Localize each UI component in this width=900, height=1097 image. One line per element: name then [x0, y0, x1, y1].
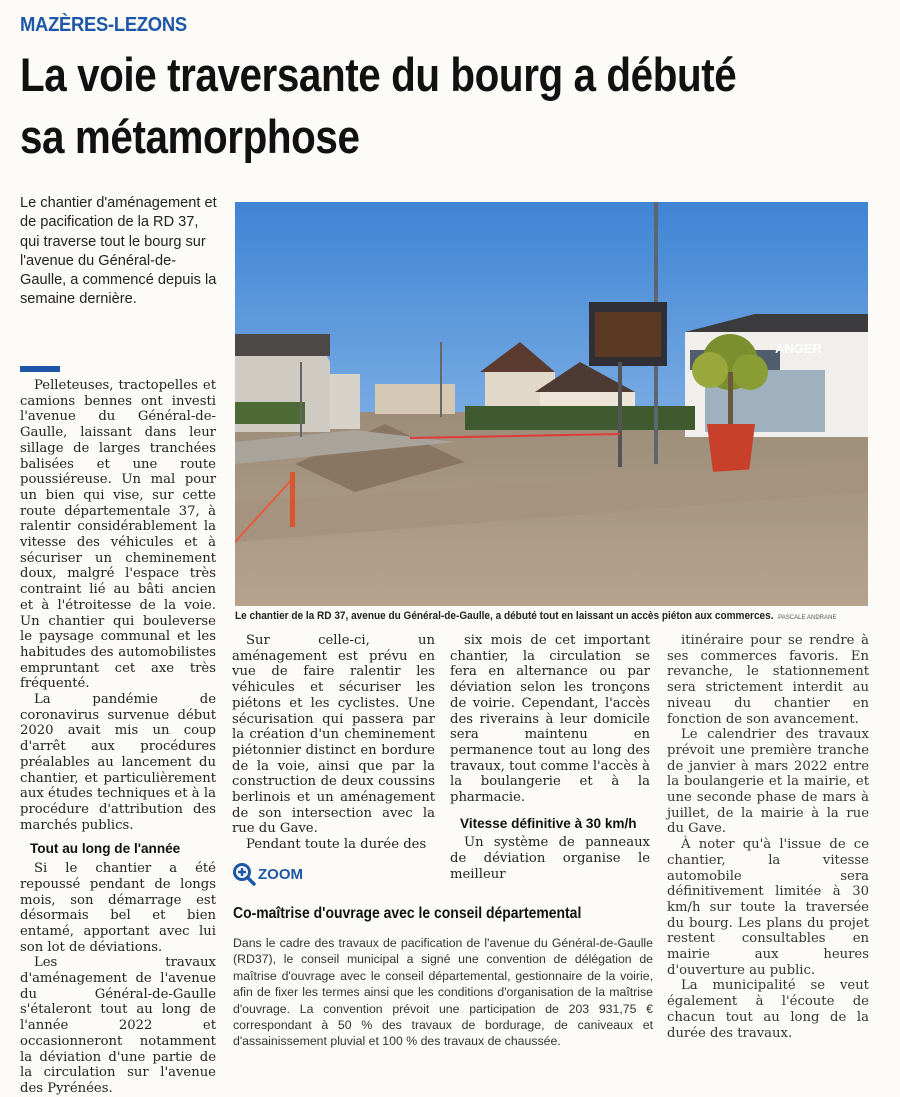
- paragraph: Pelleteuses, tractopelles et camions bennes ont investi l'avenue du Général-de-Gaulle, laissant dans leur sillage de larges tranchées balisées et une route poussiéreuse. Un mal pour un bien qui vise, sur cette route départementale 37, à ralentir considérablement la vitesse des véhicules et à sécuriser un cheminement doux, malgré l'espace très contraint lié au bâti ancien et à l'étroitesse de la voie. Un chantier qui bouleverse le paysage communal et les habitudes des automobilistes empruntant cet axe très fréquenté.: [20, 378, 216, 692]
- magnifier-plus-icon: [232, 862, 256, 886]
- lead-paragraph: Le chantier d'aménagement et de pacification de la RD 37, qui traverse tout le bourg sur l'avenue du Général-de-Gaulle, a commencé depuis la semaine dernière.: [20, 195, 217, 308]
- kicker: MAZÈRES-LEZONS: [20, 14, 187, 36]
- zoom-title: Co-maîtrise d'ouvrage avec le conseil départemental: [233, 905, 582, 922]
- paragraph: La municipalité se veut également à l'écoute de chacun tout au long de la durée des travaux.: [667, 978, 869, 1041]
- paragraph: À noter qu'à l'issue de ce chantier, la vitesse automobile sera définitivement limitée à 30 km/h sur toute la traversée du bourg. Les plans du projet restent consultables en mairie aux heures d'ouverture au public.: [667, 837, 869, 978]
- photo-credit: PASCALE ANDRANE: [778, 614, 837, 621]
- zoom-text: ZOOM: [258, 865, 303, 883]
- paragraph: itinéraire pour se rendre à ses commerces favoris. En revanche, le stationnement sera strictement interdit au niveau du chantier en fonction de son avancement.: [667, 633, 869, 727]
- paragraph: six mois de cet important chantier, la circulation se fera en alternance ou par déviation selon les tronçons de voirie. Cependant, l'accès des riverains à leur domicile sera maintenu en permanence tout au long des travaux, tout comme l'accès à la boulangerie et à la pharmacie.: [450, 633, 650, 806]
- column-2: [232, 633, 435, 853]
- column-1: [20, 378, 216, 1097]
- photo-caption: [235, 610, 837, 622]
- paragraph: Pendant toute la durée des: [246, 837, 427, 853]
- paragraph: La pandémie de coronavirus survenue début 2020 avait mis un coup d'arrêt aux procédures préalables au lancement du chantier, et particulièrement aux études techniques et à la procédure d'attribution des marchés publics.: [20, 692, 216, 833]
- paragraph: Si le chantier a été repoussé pendant de longs mois, son démarrage est désormais bel et bien entamé, apportant avec lui son lot de déviations.: [20, 861, 216, 955]
- headline: [20, 44, 777, 168]
- caption-text: Le chantier de la RD 37, avenue du Général-de-Gaulle, a débuté tout en laissant un accès piéton aux commerces.: [235, 610, 774, 622]
- paragraph: Les travaux d'aménagement de l'avenue du Général-de-Gaulle s'étaleront tout au long de l'année 2022 et occasionneront notamment la déviation d'une partie de la circulation sur l'avenue des Pyrénées.: [20, 955, 216, 1096]
- paragraph: Sur celle-ci, un aménagement est prévu en vue de faire ralentir les véhicules et sécuriser les piétons et les cyclistes. Une sécurisation qui passera par la création d'un cheminement piétonnier distinct en bordure de la voie, ainsi que par la construction de deux coussins berlinois et un aménagement de son intersection avec la rue du Gave.: [232, 633, 435, 837]
- headline-line-2: sa métamorphose: [20, 110, 360, 163]
- article-photo: [235, 202, 868, 606]
- headline-line-1: La voie traversante du bourg a débuté: [20, 48, 737, 101]
- zoom-label: [232, 862, 303, 886]
- subheading: Tout au long de l'année: [30, 841, 181, 857]
- column-3: [450, 633, 650, 883]
- column-4: [667, 633, 869, 1041]
- paragraph: Un système de panneaux de déviation organise le meilleur: [450, 835, 650, 882]
- shop-sign-text: ANGER: [775, 341, 822, 356]
- zoom-body: Dans le cadre des travaux de pacification de l'avenue du Général-de-Gaulle (RD37), le conseil municipal a signé une convention de délégation de maîtrise d'ouvrage avec le conseil départemental, gestionnaire de la voirie, afin de fixer les termes ainsi que les conditions d'organisation de la maîtrise d'ouvrage. La convention prévoit une participation de 203 931,75 € correspondant à 50 % des travaux de bordurage, de caniveaux et d'assainissement pluvial et 100 % des travaux de chaussée.: [233, 936, 653, 1049]
- paragraph: Le calendrier des travaux prévoit une première tranche de janvier à mars 2022 entre la boulangerie et la mairie, et une seconde phase de mars à juillet, de la mairie à la rue du Gave.: [667, 727, 869, 837]
- subheading: Vitesse définitive à 30 km/h: [460, 815, 637, 831]
- accent-bar: [20, 366, 60, 372]
